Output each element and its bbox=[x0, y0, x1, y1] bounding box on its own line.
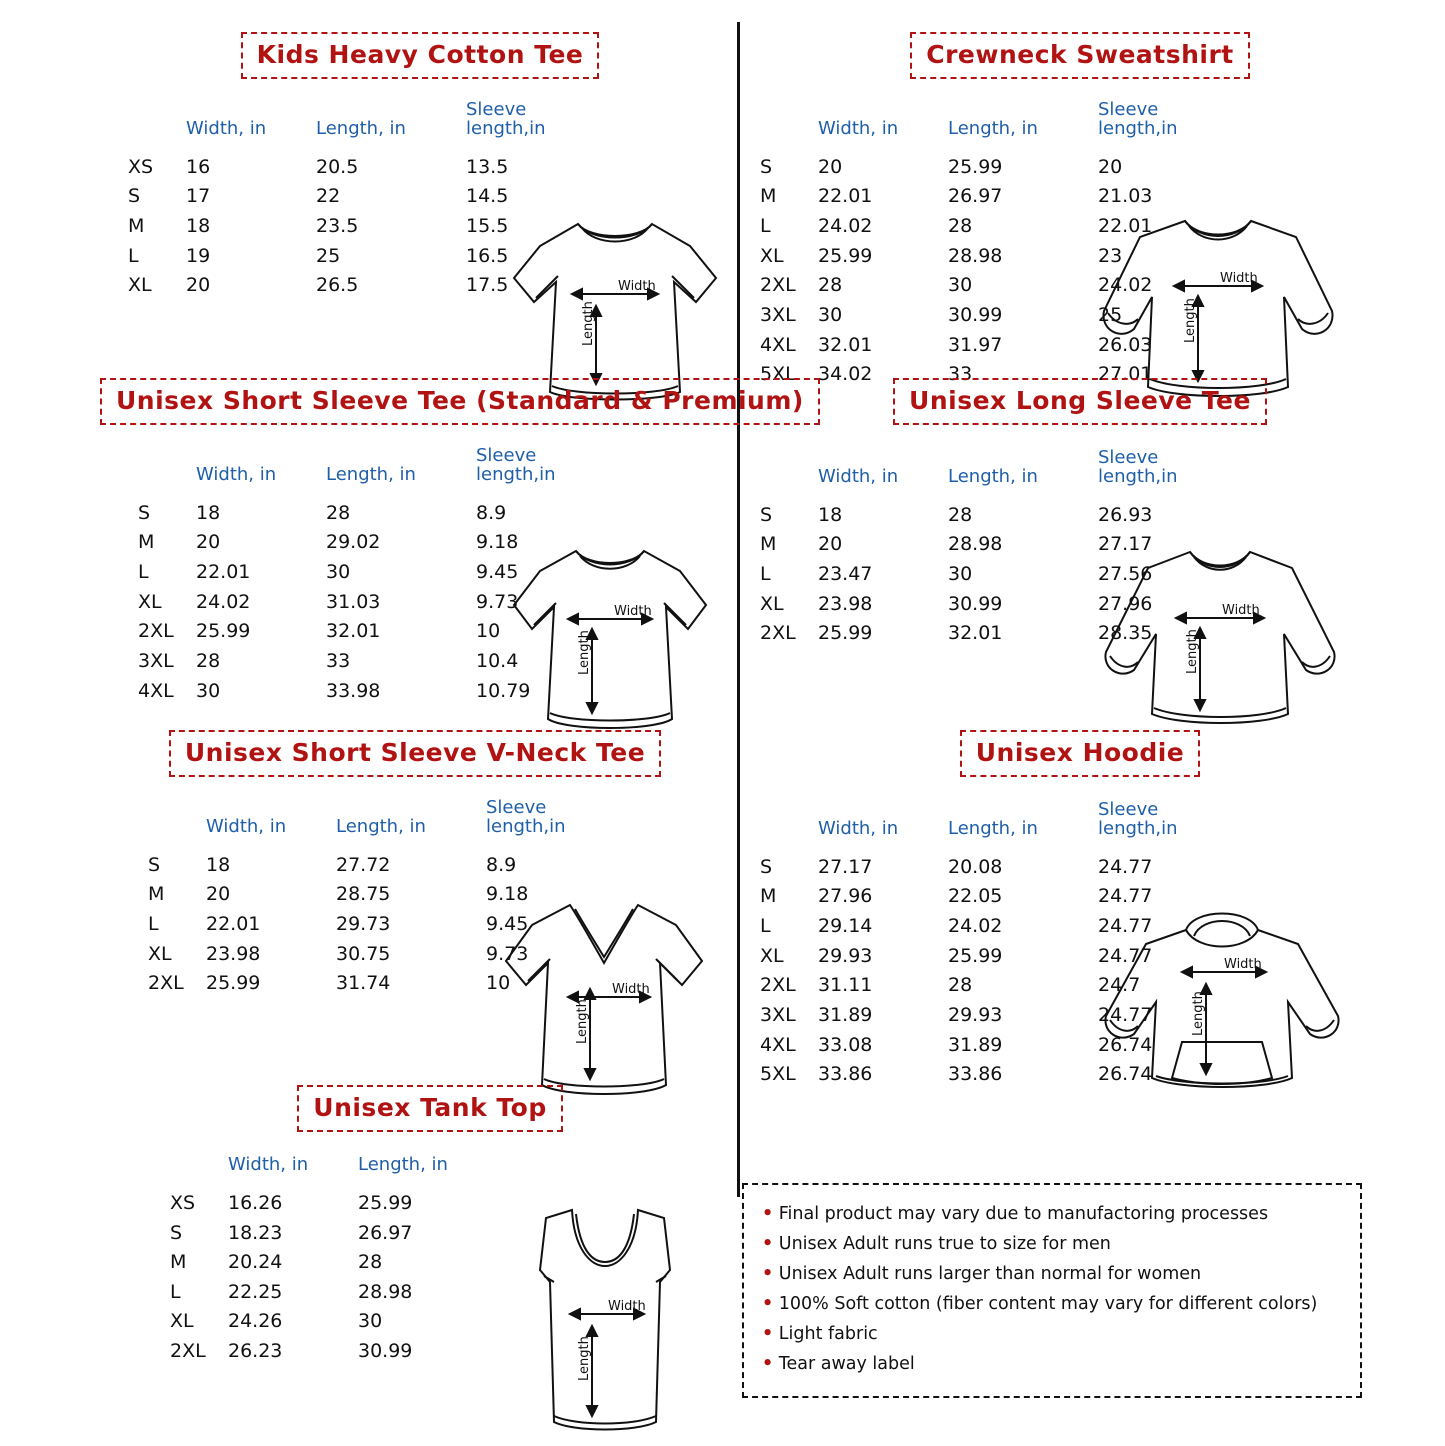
bullet-icon: • bbox=[762, 1204, 774, 1224]
section-kids-heavy-cotton-tee bbox=[120, 32, 720, 371]
cell-width: 23.47 bbox=[818, 563, 873, 586]
section-crewneck-sweatshirt bbox=[760, 32, 1400, 401]
cell-size: 5XL bbox=[760, 363, 796, 386]
cell-size: M bbox=[760, 533, 777, 556]
cell-sleeve: 9.45 bbox=[486, 913, 529, 936]
size-table bbox=[138, 447, 556, 706]
cell-length: 20.5 bbox=[316, 155, 359, 178]
col-size bbox=[760, 101, 818, 153]
note-item bbox=[762, 1289, 1342, 1319]
cell-sleeve: 8.9 bbox=[486, 853, 517, 876]
cell-size: XS bbox=[170, 1191, 196, 1214]
section-unisex-tank-top bbox=[150, 1085, 710, 1436]
cell-sleeve: 27.17 bbox=[1098, 533, 1153, 556]
cell-width: 20 bbox=[186, 274, 211, 297]
cell-sleeve: 10.4 bbox=[476, 649, 519, 672]
cell-width: 22.01 bbox=[818, 185, 873, 208]
table-header-row bbox=[760, 101, 1178, 153]
table-row bbox=[128, 271, 546, 301]
title-wrap bbox=[760, 730, 1400, 777]
table-row bbox=[170, 1278, 508, 1308]
cell-width: 28 bbox=[196, 649, 221, 672]
cell-sleeve: 28.35 bbox=[1098, 622, 1153, 645]
cell-length: 25.99 bbox=[358, 1191, 413, 1214]
cell-length: 26.97 bbox=[948, 185, 1003, 208]
cell-sleeve: 26.03 bbox=[1098, 333, 1153, 356]
cell-width: 20 bbox=[818, 155, 843, 178]
cell-width: 31.89 bbox=[818, 1003, 873, 1026]
bullet-icon: • bbox=[762, 1294, 774, 1315]
cell-size: XL bbox=[760, 944, 784, 967]
cell-size: 4XL bbox=[138, 679, 174, 702]
col-length: Length, in bbox=[358, 1154, 448, 1175]
width-label: Width bbox=[614, 604, 652, 619]
cell-width: 25.99 bbox=[196, 620, 251, 643]
table-header-row bbox=[760, 801, 1178, 853]
col-width: Width, in bbox=[818, 465, 899, 487]
cell-length: 33 bbox=[326, 649, 351, 672]
bullet-icon: • bbox=[762, 1264, 774, 1285]
cell-width: 33.08 bbox=[818, 1033, 873, 1056]
cell-sleeve: 27.01 bbox=[1098, 363, 1153, 386]
size-table bbox=[170, 1156, 508, 1367]
cell-size: S bbox=[170, 1221, 183, 1244]
cell-width: 29.93 bbox=[818, 944, 873, 967]
cell-width: 18 bbox=[818, 503, 843, 526]
cell-size: 2XL bbox=[760, 974, 796, 997]
col-length: Length, in bbox=[326, 463, 416, 485]
note-item bbox=[762, 1319, 1342, 1349]
cell-size: L bbox=[760, 563, 771, 586]
cell-length: 33 bbox=[948, 363, 973, 386]
cell-size: L bbox=[760, 215, 771, 238]
cell-length: 28 bbox=[326, 501, 351, 524]
table-row bbox=[760, 853, 1178, 883]
width-label: Width bbox=[1220, 271, 1258, 286]
cell-width: 19 bbox=[186, 244, 211, 267]
note-text: 100% Soft cotton (fiber content may vary for different colors) bbox=[778, 1294, 1318, 1315]
col-sleeve: Sleeve length,in bbox=[466, 99, 546, 139]
col-size bbox=[138, 447, 196, 499]
cell-size: XL bbox=[128, 274, 152, 297]
cell-sleeve: 9.18 bbox=[486, 883, 529, 906]
cell-width: 32.01 bbox=[818, 333, 873, 356]
cell-length: 24.02 bbox=[948, 915, 1003, 938]
cell-sleeve: 9.45 bbox=[476, 561, 519, 584]
col-sleeve: Sleeve length,in bbox=[1098, 799, 1178, 839]
section-title: Crewneck Sweatshirt bbox=[910, 32, 1250, 79]
cell-length: 26.97 bbox=[358, 1221, 413, 1244]
length-label: Length bbox=[1191, 991, 1206, 1036]
cell-width: 33.86 bbox=[818, 1063, 873, 1086]
table-row bbox=[138, 588, 556, 618]
cell-width: 25.99 bbox=[818, 244, 873, 267]
col-sleeve: Sleeve length,in bbox=[486, 797, 566, 837]
cell-size: XL bbox=[760, 244, 784, 267]
cell-sleeve: 24.77 bbox=[1098, 1003, 1153, 1026]
cell-width: 18 bbox=[186, 215, 211, 238]
cell-size: M bbox=[170, 1251, 187, 1274]
table-header-row bbox=[148, 799, 566, 851]
cell-size: L bbox=[138, 561, 149, 584]
cell-sleeve: 25 bbox=[1098, 303, 1123, 326]
cell-length: 28.75 bbox=[336, 883, 391, 906]
table-row bbox=[138, 528, 556, 558]
section-title: Unisex Tank Top bbox=[297, 1085, 562, 1132]
table-row bbox=[170, 1248, 508, 1278]
length-label: Length bbox=[575, 999, 590, 1044]
col-width: Width, in bbox=[196, 463, 277, 485]
cell-length: 26.5 bbox=[316, 274, 359, 297]
unisex-hoodie-illustration bbox=[1090, 896, 1355, 1111]
cell-size: L bbox=[760, 915, 771, 938]
cell-size: M bbox=[760, 885, 777, 908]
title-wrap bbox=[760, 378, 1400, 425]
section-unisex-hoodie bbox=[760, 730, 1400, 1101]
title-wrap bbox=[150, 1085, 710, 1132]
size-table bbox=[128, 101, 546, 301]
section-unisex-short-sleeve-tee bbox=[100, 378, 804, 737]
cell-sleeve: 27.96 bbox=[1098, 592, 1153, 615]
cell-size: 3XL bbox=[760, 303, 796, 326]
table-header-row bbox=[128, 101, 546, 153]
unisex-v-neck-tee-illustration bbox=[490, 889, 715, 1114]
cell-sleeve: 14.5 bbox=[466, 185, 509, 208]
cell-width: 26.23 bbox=[228, 1340, 283, 1363]
cell-width: 34.02 bbox=[818, 363, 873, 386]
cell-sleeve: 24.02 bbox=[1098, 274, 1153, 297]
cell-width: 16 bbox=[186, 155, 211, 178]
cell-size: L bbox=[128, 244, 139, 267]
cell-length: 30 bbox=[358, 1310, 383, 1333]
cell-sleeve: 9.18 bbox=[476, 531, 519, 554]
cell-size: 4XL bbox=[760, 333, 796, 356]
cell-length: 28.98 bbox=[358, 1280, 413, 1303]
cell-length: 30.99 bbox=[948, 592, 1003, 615]
cell-width: 23.98 bbox=[818, 592, 873, 615]
cell-width: 23.98 bbox=[206, 942, 261, 965]
cell-length: 25 bbox=[316, 244, 341, 267]
cell-sleeve: 21.03 bbox=[1098, 185, 1153, 208]
cell-size: XS bbox=[128, 155, 154, 178]
cell-width: 17 bbox=[186, 185, 211, 208]
cell-length: 30.99 bbox=[948, 303, 1003, 326]
cell-width: 30 bbox=[196, 679, 221, 702]
title-wrap bbox=[120, 730, 710, 777]
cell-width: 28 bbox=[818, 274, 843, 297]
cell-sleeve: 13.5 bbox=[466, 155, 509, 178]
unisex-short-sleeve-tee-illustration bbox=[500, 537, 720, 747]
cell-length: 22 bbox=[316, 185, 341, 208]
cell-size: 5XL bbox=[760, 1063, 796, 1086]
cell-size: S bbox=[128, 185, 141, 208]
section-title: Kids Heavy Cotton Tee bbox=[241, 32, 600, 79]
cell-sleeve: 15.5 bbox=[466, 215, 509, 238]
cell-size: S bbox=[760, 503, 773, 526]
width-label: Width bbox=[1224, 957, 1262, 972]
table-header-row bbox=[138, 447, 556, 499]
section-title: Unisex Long Sleeve Tee bbox=[893, 378, 1267, 425]
cell-width: 29.14 bbox=[818, 915, 873, 938]
col-length: Length, in bbox=[948, 817, 1038, 839]
width-label: Width bbox=[618, 279, 656, 294]
cell-sleeve: 9.73 bbox=[486, 942, 529, 965]
cell-length: 30 bbox=[326, 561, 351, 584]
table-row bbox=[138, 647, 556, 677]
cell-size: XL bbox=[138, 590, 162, 613]
col-sleeve: Sleeve length,in bbox=[1098, 99, 1178, 139]
col-width: Width, in bbox=[818, 117, 899, 139]
title-wrap bbox=[760, 32, 1400, 79]
section-title: Unisex Short Sleeve V-Neck Tee bbox=[169, 730, 661, 777]
vertical-divider bbox=[737, 22, 740, 1197]
cell-size: 3XL bbox=[760, 1003, 796, 1026]
cell-sleeve: 22.01 bbox=[1098, 215, 1153, 238]
width-label: Width bbox=[1222, 603, 1260, 618]
length-label: Length bbox=[1183, 298, 1198, 343]
col-length: Length, in bbox=[948, 465, 1038, 487]
cell-width: 24.26 bbox=[228, 1310, 283, 1333]
note-item bbox=[762, 1199, 1342, 1229]
cell-size: 3XL bbox=[138, 649, 174, 672]
cell-length: 25.99 bbox=[948, 944, 1003, 967]
length-label: Length bbox=[577, 1336, 592, 1381]
col-length: Length, in bbox=[948, 117, 1038, 139]
cell-length: 30 bbox=[948, 563, 973, 586]
cell-length: 28 bbox=[948, 215, 973, 238]
cell-size: 2XL bbox=[170, 1340, 206, 1363]
cell-size: M bbox=[148, 883, 165, 906]
cell-sleeve: 16.5 bbox=[466, 244, 509, 267]
cell-length: 20.08 bbox=[948, 855, 1003, 878]
cell-sleeve: 23 bbox=[1098, 244, 1123, 267]
cell-sleeve: 20 bbox=[1098, 155, 1123, 178]
cell-width: 20 bbox=[818, 533, 843, 556]
col-size bbox=[760, 449, 818, 501]
cell-sleeve: 24.77 bbox=[1098, 915, 1153, 938]
col-length: Length, in bbox=[316, 117, 406, 139]
length-label: Length bbox=[1185, 629, 1200, 674]
cell-width: 22.01 bbox=[206, 913, 261, 936]
cell-size: M bbox=[760, 185, 777, 208]
cell-size: S bbox=[760, 855, 773, 878]
table-row bbox=[128, 212, 546, 242]
table-row bbox=[170, 1219, 508, 1249]
cell-sleeve: 26.74 bbox=[1098, 1063, 1153, 1086]
cell-length: 29.02 bbox=[326, 531, 381, 554]
cell-size: 4XL bbox=[760, 1033, 796, 1056]
section-unisex-short-sleeve-v-neck-tee bbox=[120, 730, 710, 1089]
cell-width: 20 bbox=[206, 883, 231, 906]
cell-size: XL bbox=[760, 592, 784, 615]
cell-sleeve: 24.7 bbox=[1098, 974, 1141, 997]
cell-size: XL bbox=[148, 942, 172, 965]
col-sleeve: Sleeve length,in bbox=[1098, 447, 1178, 487]
cell-length: 33.86 bbox=[948, 1063, 1003, 1086]
cell-width: 24.02 bbox=[196, 590, 251, 613]
col-size bbox=[760, 801, 818, 853]
cell-width: 30 bbox=[818, 303, 843, 326]
table-row bbox=[138, 499, 556, 529]
length-label: Length bbox=[577, 630, 592, 675]
cell-width: 22.25 bbox=[228, 1280, 283, 1303]
col-size bbox=[128, 101, 186, 153]
cell-length: 27.72 bbox=[336, 853, 391, 876]
cell-length: 32.01 bbox=[948, 622, 1003, 645]
section-title: Unisex Short Sleeve Tee (Standard & Premium) bbox=[100, 378, 820, 425]
table-header-row bbox=[170, 1156, 508, 1189]
table-row bbox=[170, 1307, 508, 1337]
cell-length: 28.98 bbox=[948, 533, 1003, 556]
cell-size: M bbox=[138, 531, 155, 554]
unisex-tank-top-illustration bbox=[510, 1196, 700, 1446]
cell-sleeve: 10 bbox=[486, 972, 511, 995]
cell-sleeve: 24.77 bbox=[1098, 885, 1153, 908]
table-row bbox=[138, 677, 556, 707]
length-label: Length bbox=[581, 301, 596, 346]
cell-size: 2XL bbox=[148, 972, 184, 995]
cell-length: 31.74 bbox=[336, 972, 391, 995]
title-wrap bbox=[120, 32, 720, 79]
cell-length: 28 bbox=[358, 1251, 383, 1274]
cell-length: 31.97 bbox=[948, 333, 1003, 356]
cell-width: 25.99 bbox=[818, 622, 873, 645]
cell-size: L bbox=[148, 913, 159, 936]
cell-size: S bbox=[760, 155, 773, 178]
cell-width: 25.99 bbox=[206, 972, 261, 995]
table-row bbox=[138, 558, 556, 588]
cell-width: 16.26 bbox=[228, 1191, 283, 1214]
col-width: Width, in bbox=[818, 817, 899, 839]
width-label: Width bbox=[608, 1299, 646, 1314]
cell-size: 2XL bbox=[760, 274, 796, 297]
cell-width: 18 bbox=[196, 501, 221, 524]
table-row bbox=[148, 851, 566, 881]
cell-width: 27.96 bbox=[818, 885, 873, 908]
cell-width: 24.02 bbox=[818, 215, 873, 238]
col-width: Width, in bbox=[206, 815, 287, 837]
title-wrap bbox=[100, 378, 804, 425]
cell-size: S bbox=[148, 853, 161, 876]
cell-sleeve: 9.73 bbox=[476, 590, 519, 613]
cell-width: 20 bbox=[196, 531, 221, 554]
cell-sleeve: 10 bbox=[476, 620, 501, 643]
cell-length: 29.93 bbox=[948, 1003, 1003, 1026]
cell-width: 18 bbox=[206, 853, 231, 876]
cell-length: 33.98 bbox=[326, 679, 381, 702]
col-length: Length, in bbox=[336, 815, 426, 837]
cell-width: 20.24 bbox=[228, 1251, 283, 1274]
bullet-icon: • bbox=[762, 1354, 774, 1375]
note-text: Final product may vary due to manufactoring processes bbox=[778, 1204, 1269, 1224]
cell-sleeve: 26.93 bbox=[1098, 503, 1153, 526]
cell-size: M bbox=[128, 215, 145, 238]
note-item bbox=[762, 1259, 1342, 1289]
cell-length: 31.89 bbox=[948, 1033, 1003, 1056]
cell-length: 31.03 bbox=[326, 590, 381, 613]
cell-size: S bbox=[138, 501, 151, 524]
notes-box bbox=[742, 1183, 1362, 1398]
cell-width: 18.23 bbox=[228, 1221, 283, 1244]
cell-length: 30.75 bbox=[336, 942, 391, 965]
col-size bbox=[170, 1156, 228, 1189]
cell-width: 22.01 bbox=[196, 561, 251, 584]
table-row bbox=[138, 617, 556, 647]
cell-width: 27.17 bbox=[818, 855, 873, 878]
bullet-icon: • bbox=[762, 1234, 774, 1255]
note-text: Unisex Adult runs larger than normal for women bbox=[778, 1264, 1202, 1285]
cell-size: L bbox=[170, 1280, 181, 1303]
section-title: Unisex Hoodie bbox=[960, 730, 1201, 777]
cell-length: 22.05 bbox=[948, 885, 1003, 908]
table-row bbox=[760, 153, 1178, 183]
unisex-long-sleeve-tee-illustration bbox=[1090, 534, 1350, 749]
note-text: Unisex Adult runs true to size for men bbox=[778, 1234, 1111, 1255]
note-text: Tear away label bbox=[778, 1354, 915, 1375]
cell-sleeve: 24.77 bbox=[1098, 855, 1153, 878]
cell-sleeve: 26.74 bbox=[1098, 1033, 1153, 1056]
table-row bbox=[128, 242, 546, 272]
cell-length: 28 bbox=[948, 974, 973, 997]
table-header-row bbox=[760, 449, 1178, 501]
cell-length: 30.99 bbox=[358, 1340, 413, 1363]
table-row bbox=[128, 153, 546, 183]
cell-size: XL bbox=[170, 1310, 194, 1333]
col-width: Width, in bbox=[228, 1154, 309, 1175]
col-width: Width, in bbox=[186, 117, 267, 139]
cell-size: 2XL bbox=[138, 620, 174, 643]
cell-length: 29.73 bbox=[336, 913, 391, 936]
section-unisex-long-sleeve-tee bbox=[760, 378, 1400, 739]
col-sleeve: Sleeve length,in bbox=[476, 445, 556, 485]
note-text: Light fabric bbox=[778, 1324, 878, 1345]
cell-width: 31.11 bbox=[818, 974, 873, 997]
note-item bbox=[762, 1349, 1342, 1379]
cell-length: 25.99 bbox=[948, 155, 1003, 178]
cell-sleeve: 24.77 bbox=[1098, 944, 1153, 967]
cell-length: 30 bbox=[948, 274, 973, 297]
cell-length: 23.5 bbox=[316, 215, 359, 238]
table-row bbox=[170, 1189, 508, 1219]
cell-length: 32.01 bbox=[326, 620, 381, 643]
cell-length: 28.98 bbox=[948, 244, 1003, 267]
cell-sleeve: 17.5 bbox=[466, 274, 509, 297]
bullet-icon: • bbox=[762, 1324, 774, 1345]
note-item bbox=[762, 1229, 1342, 1259]
table-row bbox=[170, 1337, 508, 1367]
width-label: Width bbox=[612, 982, 650, 997]
cell-size: 2XL bbox=[760, 622, 796, 645]
table-row bbox=[760, 501, 1178, 531]
cell-sleeve: 8.9 bbox=[476, 501, 507, 524]
cell-sleeve: 27.56 bbox=[1098, 563, 1153, 586]
table-row bbox=[128, 182, 546, 212]
cell-sleeve: 10.79 bbox=[476, 679, 531, 702]
cell-length: 28 bbox=[948, 503, 973, 526]
col-size bbox=[148, 799, 206, 851]
